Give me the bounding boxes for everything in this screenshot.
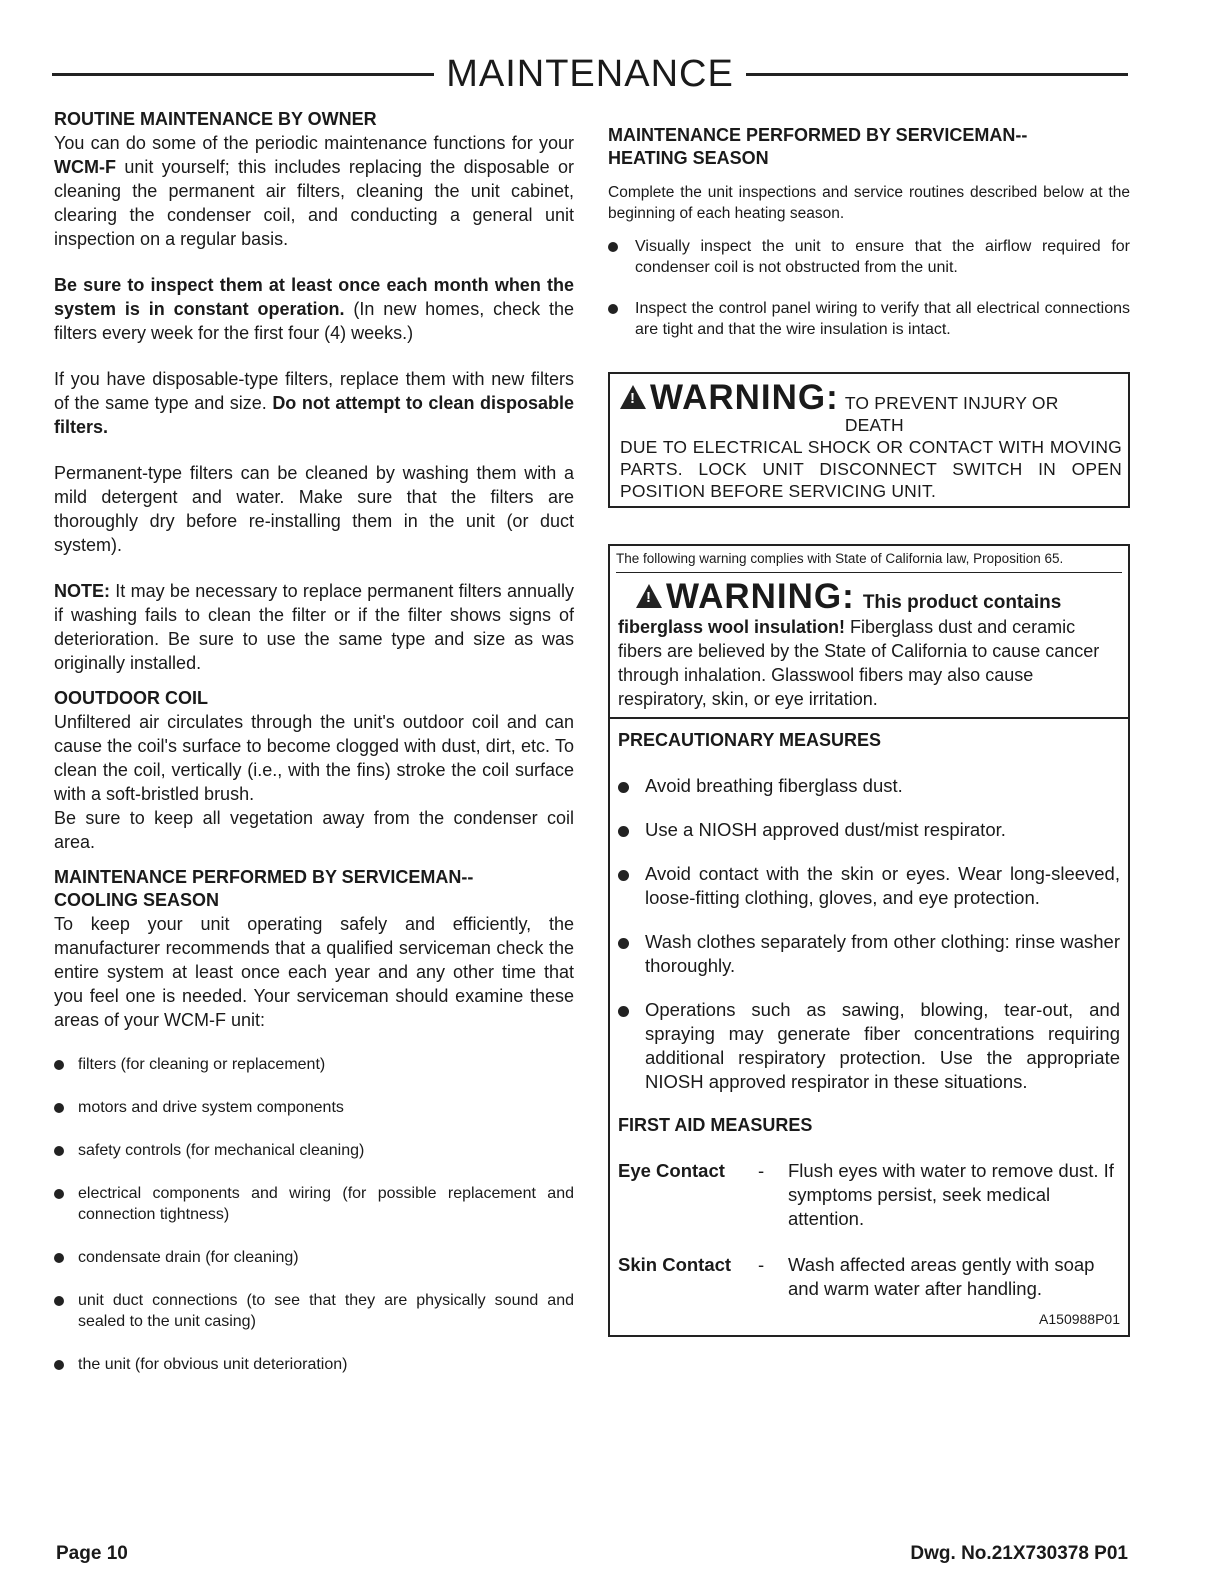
prop65-body: fiberglass wool insulation! Fiberglass dust and ceramic fibers are believed by the State of California to cause cancer through inhalation. Glasswool fibers may also cause respiratory, skin, or eye irritation. [618, 617, 1100, 709]
cooling-season-paragraph: To keep your unit operating safely and efficiently, the manufacturer recommends that a qualified serviceman check the entire system at least once each year and any other time that you feel one is needed. Your serviceman should examine these areas of your WCM-F unit: [54, 914, 574, 1030]
outdoor-coil-heading: OOUTDOOR COIL [54, 688, 208, 708]
skin-contact-label: Skin Contact [618, 1254, 732, 1275]
list-item: Avoid contact with the skin or eyes. Wear long-sleeved, loose-fitting clothing, gloves, and eye protection. [618, 862, 1120, 910]
list-item: safety controls (for mechanical cleaning) [54, 1140, 574, 1161]
list-item: motors and drive system components [54, 1097, 574, 1118]
page-title: MAINTENANCE [446, 52, 734, 95]
bullet-icon [618, 1006, 629, 1017]
header-rule-left [52, 73, 434, 76]
list-item: electrical components and wiring (for possible replacement and connection tightness) [54, 1183, 574, 1225]
prop65-warning-box [608, 544, 1130, 1337]
first-aid-heading: FIRST AID MEASURES [618, 1115, 813, 1135]
skin-contact-row [618, 1253, 1120, 1301]
skin-contact-text: Wash affected areas gently with soap and warm water after handling. [788, 1254, 1095, 1299]
list-item: Wash clothes separately from other clothing: rinse washer thoroughly. [618, 930, 1120, 978]
aid-dash: - [758, 1160, 765, 1181]
bullet-icon [618, 782, 629, 793]
eye-contact-label: Eye Contact [618, 1160, 725, 1181]
header-rule-right [746, 73, 1128, 76]
routine-paragraph-1: You can do some of the periodic maintenance functions for your WCM-F unit yourself; this includes replacing the disposable or cleaning the permanent air filters, cleaning the unit cabinet, clearing the condenser coil, and conducting a general unit inspection on a regular basis. [54, 133, 574, 249]
precaution-heading: PRECAUTIONARY MEASURES [618, 730, 882, 750]
bullet-icon [618, 938, 629, 949]
warning-label: WARNING: [650, 378, 839, 417]
page-header [52, 52, 1128, 96]
electrical-warning-box [608, 372, 1130, 508]
warning-text-body: DUE TO ELECTRICAL SHOCK OR CONTACT WITH MOVING PARTS. LOCK UNIT DISCONNECT SWITCH IN OPEN POSITION BEFORE SERVICING UNIT. [620, 437, 1122, 501]
bullet-icon [54, 1146, 64, 1156]
aid-dash: - [758, 1254, 765, 1275]
bullet-icon [54, 1253, 64, 1263]
outdoor-coil-paragraph-1: Unfiltered air circulates through the unit's outdoor coil and can cause the coil's surface to become clogged with dust, dirt, etc. To clean the coil, vertically (i.e., with the fins) stroke the coil surface with a soft-bristled brush. [54, 712, 574, 804]
drawing-code: A150988P01 [1039, 1311, 1120, 1327]
eye-contact-text: Flush eyes with water to remove dust. If symptoms persist, seek medical attention. [788, 1160, 1114, 1229]
note-paragraph: NOTE: It may be necessary to replace permanent filters annually if washing fails to clean the filter or if the filter shows signs of deterioration. Be sure to use the same type and size as was originally installed. [54, 581, 574, 673]
left-column [54, 108, 574, 1397]
right-column [608, 124, 1130, 1337]
bullet-icon [608, 304, 618, 314]
routine-paragraph-3: If you have disposable-type filters, replace them with new filters of the same type and size. Do not attempt to clean disposable filters. [54, 369, 574, 437]
bullet-icon [618, 826, 629, 837]
list-item: unit duct connections (to see that they are physically sound and sealed to the unit casing) [54, 1290, 574, 1332]
cooling-checklist [54, 1054, 574, 1375]
precaution-list [618, 774, 1120, 1094]
list-item: filters (for cleaning or replacement) [54, 1054, 574, 1075]
cooling-season-heading: MAINTENANCE PERFORMED BY SERVICEMAN-- COOLING SEASON [54, 867, 474, 910]
warning-label: WARNING: [666, 577, 855, 616]
bullet-icon [608, 242, 618, 252]
list-item: Visually inspect the unit to ensure that the airflow required for condenser coil is not obstructed from the unit. [608, 236, 1130, 278]
list-item: condensate drain (for cleaning) [54, 1247, 574, 1268]
list-item: Use a NIOSH approved dust/mist respirator. [618, 818, 1120, 842]
bullet-icon [54, 1103, 64, 1113]
list-item: the unit (for obvious unit deterioration) [54, 1354, 574, 1375]
drawing-number: Dwg. No.21X730378 P01 [910, 1543, 1128, 1564]
heating-season-heading: MAINTENANCE PERFORMED BY SERVICEMAN-- HEATING SEASON [608, 125, 1028, 168]
routine-paragraph-2: Be sure to inspect them at least once each month when the system is in constant operation. (In new homes, check the filters every week for the first four (4) weeks.) [54, 275, 574, 343]
heating-checklist [608, 236, 1130, 340]
bullet-icon [54, 1360, 64, 1370]
warning-triangle-icon: ! [620, 385, 646, 409]
warning-triangle-icon: ! [636, 584, 662, 608]
prop65-lead: This product contains [862, 592, 1062, 613]
bullet-icon [54, 1060, 64, 1070]
prop65-note: The following warning complies with State of California law, Proposition 65. [616, 550, 1122, 573]
list-item: Operations such as sawing, blowing, tear-out, and spraying may generate fiber concentrations requiring additional respiratory protection. Use the appropriate NIOSH approved respirator in these situations. [618, 998, 1120, 1094]
heating-season-paragraph: Complete the unit inspections and service routines described below at the beginning of each heating season. [608, 184, 1130, 222]
outdoor-coil-paragraph-2: Be sure to keep all vegetation away from the condenser coil area. [54, 808, 574, 852]
bullet-icon [54, 1296, 64, 1306]
bullet-icon [618, 870, 629, 881]
list-item: Avoid breathing fiberglass dust. [618, 774, 1120, 798]
routine-heading: ROUTINE MAINTENANCE BY OWNER [54, 109, 377, 129]
list-item: Inspect the control panel wiring to verify that all electrical connections are tight and that the wire insulation is intact. [608, 298, 1130, 340]
routine-paragraph-4: Permanent-type filters can be cleaned by washing them with a mild detergent and water. Make sure that the filters are thoroughly dry before re-installing them in the unit (or duct system). [54, 463, 574, 555]
page-number: Page 10 [56, 1543, 128, 1564]
bullet-icon [54, 1189, 64, 1199]
eye-contact-row [618, 1159, 1120, 1231]
warning-text-lead: TO PREVENT INJURY OR DEATH [844, 393, 1059, 435]
